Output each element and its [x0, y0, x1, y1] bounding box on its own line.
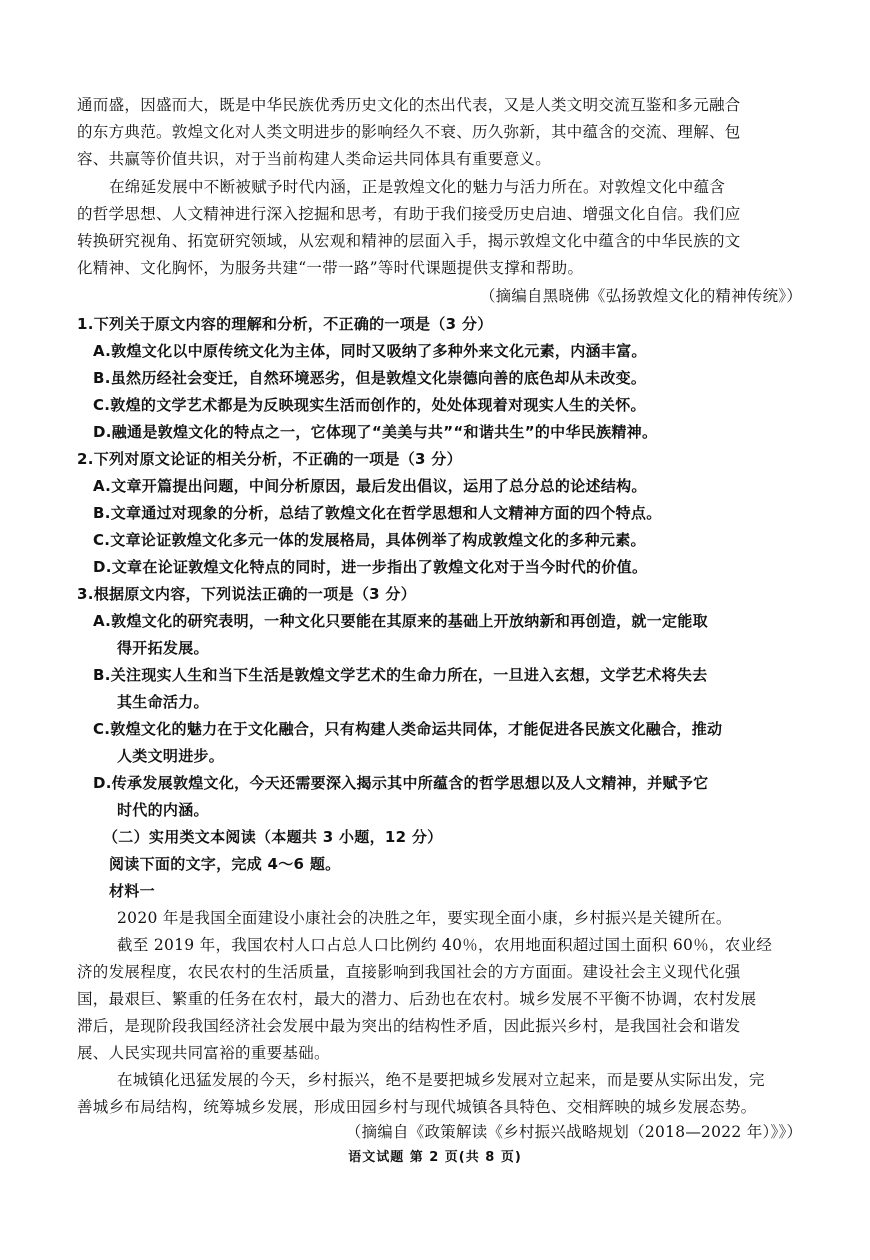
question-1-option-c: C.敦煌的文学艺术都是为反映现实生活而创作的，处处体现着对现实人生的关怀。 [93, 396, 646, 414]
question-2-option-d: D.文章在论证敦煌文化特点的同时，进一步指出了敦煌文化对于当今时代的价值。 [93, 558, 648, 576]
material-source: （摘编自《政策解读《乡村振兴战略规划（2018—2022 年）》》） [345, 1123, 802, 1141]
question-3-option-d-cont: 时代的内涵。 [117, 801, 209, 819]
passage-line: 转换研究视角、拓宽研究领域，从宏观和精神的层面入手，揭示敦煌文化中蕴含的中华民族的文 [77, 232, 741, 250]
question-2-option-c: C.文章论证敦煌文化多元一体的发展格局，具体例举了构成敦煌文化的多种元素。 [93, 531, 646, 549]
question-3-option-c: C.敦煌文化的魅力在于文化融合，只有构建人类命运共同体，才能促进各民族文化融合，推动 [93, 720, 723, 738]
material-line: 2020 年是我国全面建设小康社会的决胜之年，要实现全面小康，乡村振兴是关键所在。 [117, 909, 732, 927]
question-2-stem: 2.下列对原文论证的相关分析，不正确的一项是（3 分） [77, 450, 462, 468]
section-2-title: （二）实用类文本阅读（本题共 3 小题，12 分） [103, 828, 443, 846]
question-3-option-c-cont: 人类文明进步。 [117, 747, 225, 765]
passage-source: （摘编自黑晓佛《弘扬敦煌文化的精神传统》） [479, 287, 802, 305]
page-footer: 语文试题 第 2 页(共 8 页) [348, 1150, 522, 1165]
passage-line: 通而盛，因盛而大，既是中华民族优秀历史文化的杰出代表，又是人类文明交流互鉴和多元融合 [77, 96, 741, 114]
material-line: 展、人民实现共同富裕的重要基础。 [77, 1044, 330, 1062]
material-line: 善城乡布局结构，统筹城乡发展，形成田园乡村与现代城镇各具特色、交相辉映的城乡发展态势。 [77, 1098, 757, 1116]
material-label: 材料一 [109, 882, 155, 900]
passage-line: 化精神、文化胸怀，为服务共建“一带一路”等时代课题提供支撑和帮助。 [77, 259, 584, 277]
question-2-option-a: A.文章开篇提出问题，中间分析原因，最后发出倡议，运用了总分总的论述结构。 [93, 477, 647, 495]
question-3-option-a-cont: 得开拓发展。 [117, 639, 209, 657]
material-line: 截至 2019 年，我国农村人口占总人口比例约 40％，农用地面积超过国土面积 60％，农业经 [117, 936, 773, 954]
question-3-stem: 3.根据原文内容，下列说法正确的一项是（3 分） [77, 585, 416, 603]
question-3-option-b-cont: 其生命活力。 [117, 693, 209, 711]
passage-line: 在绵延发展中不断被赋予时代内涵，正是敦煌文化的魅力与活力所在。对敦煌文化中蕴含 [109, 178, 726, 196]
question-1-option-b: B.虽然历经社会变迁，自然环境恶劣，但是敦煌文化崇德向善的底色却从未改变。 [93, 369, 647, 387]
question-2-option-b: B.文章通过对现象的分析，总结了敦煌文化在哲学思想和人文精神方面的四个特点。 [93, 504, 662, 522]
section-2-instruction: 阅读下面的文字，完成 4～6 题。 [109, 855, 341, 873]
passage-line: 容、共赢等价值共识，对于当前构建人类命运共同体具有重要意义。 [77, 150, 552, 168]
material-line: 在城镇化迅猛发展的今天，乡村振兴，绝不是要把城乡发展对立起来，而是要从实际出发，完 [117, 1071, 765, 1089]
question-1-stem: 1.下列关于原文内容的理解和分析，不正确的一项是（3 分） [77, 315, 493, 333]
question-1-option-a: A.敦煌文化以中原传统文化为主体，同时又吸纳了多种外来文化元素，内涵丰富。 [93, 342, 647, 360]
passage-line: 的东方典范。敦煌文化对人类文明进步的影响经久不衰、历久弥新，其中蕴含的交流、理解、包 [77, 123, 741, 141]
question-3-option-b: B.关注现实人生和当下生活是敦煌文学艺术的生命力所在，一旦进入玄想，文学艺术将失去 [93, 666, 708, 684]
material-line: 国，最艰巨、繁重的任务在农村，最大的潜力、后劲也在农村。城乡发展不平衡不协调，农村发展 [77, 990, 757, 1008]
question-3-option-d: D.传承发展敦煌文化，今天还需要深入揭示其中所蕴含的哲学思想以及人文精神，并赋予它 [93, 774, 709, 792]
question-1-option-d: D.融通是敦煌文化的特点之一，它体现了“美美与共”“和谐共生”的中华民族精神。 [93, 423, 658, 441]
passage-line: 的哲学思想、人文精神进行深入挖掘和思考，有助于我们接受历史启迪、增强文化自信。我们应 [77, 205, 741, 223]
material-line: 滞后，是现阶段我国经济社会发展中最为突出的结构性矛盾，因此振兴乡村，是我国社会和谐发 [77, 1017, 741, 1035]
material-line: 济的发展程度，农民农村的生活质量，直接影响到我国社会的方方面面。建设社会主义现代化强 [77, 963, 741, 981]
question-3-option-a: A.敦煌文化的研究表明，一种文化只要能在其原来的基础上开放纳新和再创造，就一定能取 [93, 612, 708, 630]
